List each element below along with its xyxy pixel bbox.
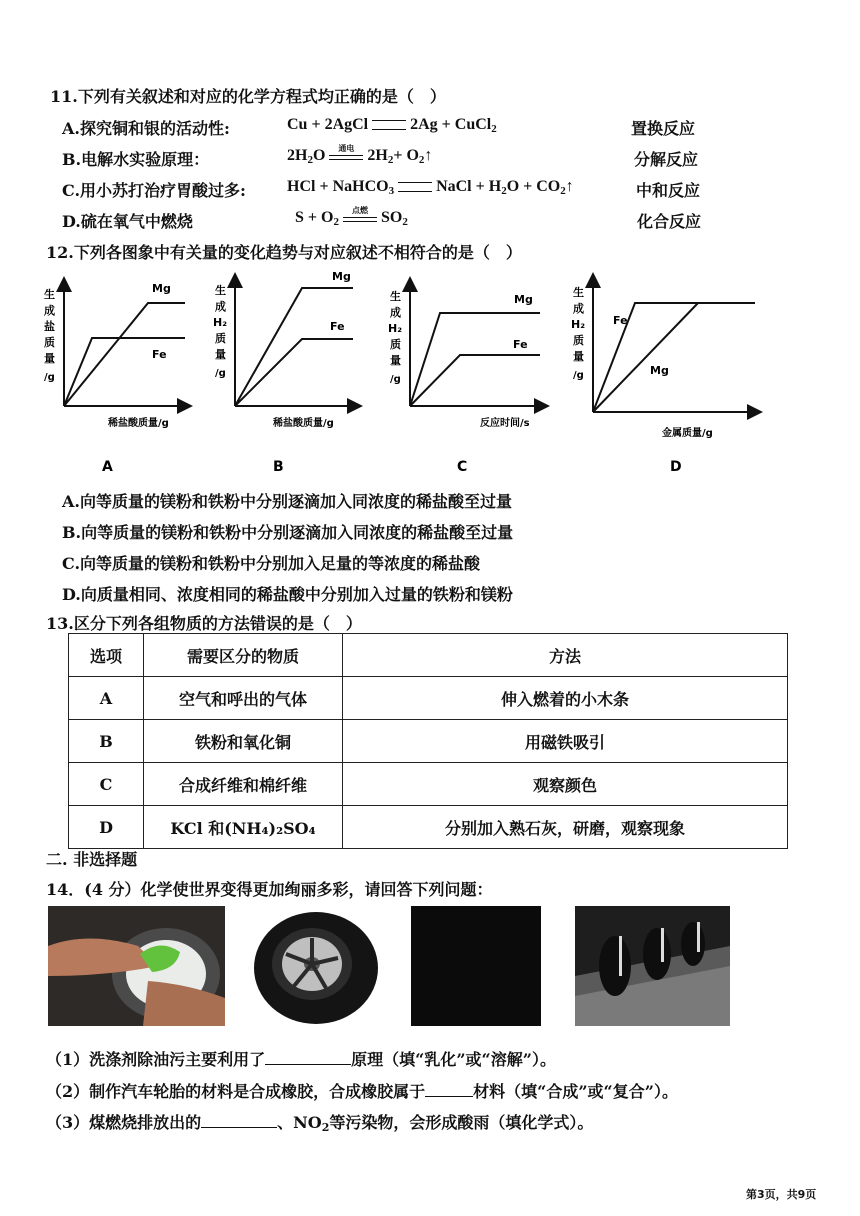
graph-d-ylabel-0: 生	[573, 286, 584, 299]
wheels-illustration	[575, 906, 730, 1026]
tire-illustration	[246, 906, 382, 1026]
row-c-method: 观察颜色	[343, 763, 788, 806]
graph-b-ylabel-2: H₂	[213, 316, 228, 329]
graph-b	[213, 270, 355, 475]
q13-stem: 13.区分下列各组物质的方法错误的是（ ）	[46, 614, 362, 633]
row-a-method: 伸入燃着的小木条	[343, 677, 788, 720]
q11-option-b-type: 分解反应	[634, 150, 699, 169]
row-c-option: C	[69, 763, 144, 806]
table-row	[69, 806, 788, 849]
graph-d-fe-label: Fe	[613, 314, 628, 327]
graph-a-letter: A	[102, 459, 113, 475]
q14-sub1: （1）洗涤剂除油污主要利用了 原理（填“乳化”或“溶解”）。	[46, 1050, 556, 1069]
graph-d-mg-line	[593, 303, 698, 412]
graph-d	[571, 280, 755, 475]
section-title: 二. 非选择题	[46, 850, 138, 869]
row-b-substances: 铁粉和氧化铜	[144, 720, 343, 763]
graph-b-fe-line	[235, 339, 353, 406]
q11-option-a-equation: Cu + 2AgCl 2Ag + CuCl$_2$	[287, 116, 497, 135]
q12-option-b: B.向等质量的镁粉和铁粉中分别逐滴加入同浓度的稀盐酸至过量	[62, 523, 514, 542]
graph-d-letter: D	[670, 459, 682, 475]
graph-c-letter: C	[457, 459, 468, 475]
table-row	[69, 763, 788, 806]
graph-c-mg-line	[410, 313, 540, 406]
graph-b-ylabel-4: 量	[215, 348, 226, 361]
photo-dark	[411, 906, 541, 1026]
graph-c-xlabel: 反应时间/s	[480, 418, 530, 429]
graph-a-ylabel-0: 生	[44, 288, 55, 301]
graph-d-xlabel: 金属质量/g	[662, 428, 713, 439]
table-row	[69, 720, 788, 763]
photo-dish-washing	[48, 906, 225, 1026]
row-d-substances: KCl 和(NH₄)₂SO₄	[144, 806, 343, 849]
row-d-option: D	[69, 806, 144, 849]
graph-d-ylabel-2: H₂	[571, 318, 586, 331]
answer-blank-2[interactable]	[425, 1096, 473, 1097]
graph-c-ylabel-4: 量	[390, 354, 401, 367]
graph-a-ylabel-5: /g	[44, 372, 55, 383]
row-d-method: 分别加入熟石灰，研磨，观察现象	[343, 806, 788, 849]
answer-blank-1[interactable]	[265, 1064, 351, 1065]
table-header-row	[69, 634, 788, 677]
graph-b-mg-label: Mg	[332, 270, 351, 283]
graph-c-ylabel-3: 质	[390, 338, 401, 351]
q11-option-d-label: D.硫在氧气中燃烧	[62, 212, 193, 231]
graph-c-fe-label: Fe	[513, 338, 528, 351]
q11-option-d-equation: $S + O_2$ 点燃 $SO_2$	[295, 206, 408, 228]
q11-stem: 11.下列有关叙述和对应的化学方程式均正确的是（ ）	[50, 87, 446, 106]
q11-option-b-label: B.电解水实验原理：	[62, 150, 210, 169]
graph-c	[388, 284, 542, 475]
graph-d-ylabel-5: /g	[573, 370, 584, 381]
q11-option-c-type: 中和反应	[636, 181, 701, 200]
photo-tire	[246, 906, 382, 1026]
row-c-substances: 合成纤维和棉纤维	[144, 763, 343, 806]
row-b-method: 用磁铁吸引	[343, 720, 788, 763]
graph-b-ylabel-1: 成	[215, 300, 226, 313]
graph-b-ylabel-3: 质	[215, 332, 226, 345]
graph-a-mg-label: Mg	[152, 282, 171, 295]
graph-a-ylabel-1: 成	[44, 304, 55, 317]
q11-option-d-type: 化合反应	[637, 212, 702, 231]
q11-option-a-label: A.探究铜和银的活动性:	[62, 119, 230, 138]
q11-option-a-type: 置换反应	[631, 119, 696, 138]
graph-b-fe-label: Fe	[330, 320, 345, 333]
graph-a-ylabel-2: 盐	[44, 320, 55, 333]
graph-b-xlabel: 稀盐酸质量/g	[273, 418, 334, 429]
q12-option-c: C.向等质量的镁粉和铁粉中分别加入足量的等浓度的稀盐酸	[62, 554, 481, 573]
q11-option-b-equation: $2H_2O$ 通电 $2H_2+$ $O_2↑$	[287, 144, 433, 166]
graph-a	[44, 282, 185, 475]
header-option: 选项	[69, 634, 144, 677]
graph-a-xlabel: 稀盐酸质量/g	[108, 418, 169, 429]
graph-a-mg-line	[64, 303, 185, 406]
q12-stem: 12.下列各图象中有关量的变化趋势与对应叙述不相符合的是（ ）	[46, 243, 522, 262]
graph-a-ylabel-3: 质	[44, 336, 55, 349]
q14-sub2: （2）制作汽车轮胎的材料是合成橡胶，合成橡胶属于 材料（填“合成”或“复合”）。	[46, 1082, 678, 1101]
graph-b-letter: B	[273, 459, 284, 475]
graph-a-ylabel-4: 量	[44, 352, 55, 365]
answer-blank-3[interactable]	[201, 1127, 277, 1128]
graph-c-ylabel-1: 成	[390, 306, 401, 319]
graph-c-ylabel-0: 生	[390, 290, 401, 303]
q13-table	[68, 633, 788, 849]
header-substances: 需要区分的物质	[144, 634, 343, 677]
graph-c-ylabel-2: H₂	[388, 322, 403, 335]
graph-c-fe-line	[410, 355, 540, 406]
header-method: 方法	[343, 634, 788, 677]
graph-b-ylabel-5: /g	[215, 368, 226, 379]
row-a-substances: 空气和呼出的气体	[144, 677, 343, 720]
graph-c-mg-label: Mg	[514, 293, 533, 306]
graph-d-ylabel-3: 质	[573, 334, 584, 347]
graph-b-ylabel-0: 生	[215, 284, 226, 297]
q12-option-d: D.向质量相同、浓度相同的稀盐酸中分别加入过量的铁粉和镁粉	[62, 585, 513, 604]
q14-stem: 14．(4 分）化学使世界变得更加绚丽多彩，请回答下列问题：	[46, 880, 493, 899]
row-b-option: B	[69, 720, 144, 763]
q14-sub3: （3）煤燃烧排放出的 、$NO_2$等污染物，会形成酸雨（填化学式）。	[46, 1113, 594, 1134]
graph-a-fe-line	[64, 338, 185, 406]
q11-option-c-label: C.用小苏打治疗胃酸过多:	[62, 181, 246, 200]
graph-a-fe-label: Fe	[152, 348, 167, 361]
graph-d-mg-label: Mg	[650, 364, 669, 377]
table-row	[69, 677, 788, 720]
dish-washing-illustration	[48, 906, 225, 1026]
row-a-option: A	[69, 677, 144, 720]
q12-option-a: A.向等质量的镁粉和铁粉中分别逐滴加入同浓度的稀盐酸至过量	[62, 492, 512, 511]
page-footer: 第3页，共9页	[746, 1188, 817, 1201]
graph-c-ylabel-5: /g	[390, 374, 401, 385]
q12-graphs	[40, 268, 840, 478]
q11-option-c-equation: HCl + NaHCO$_3$ NaCl + $H_2O$ + $CO_2↑$	[287, 178, 574, 197]
graph-d-ylabel-4: 量	[573, 350, 584, 363]
photo-wheels	[575, 906, 730, 1026]
graph-d-ylabel-1: 成	[573, 302, 584, 315]
